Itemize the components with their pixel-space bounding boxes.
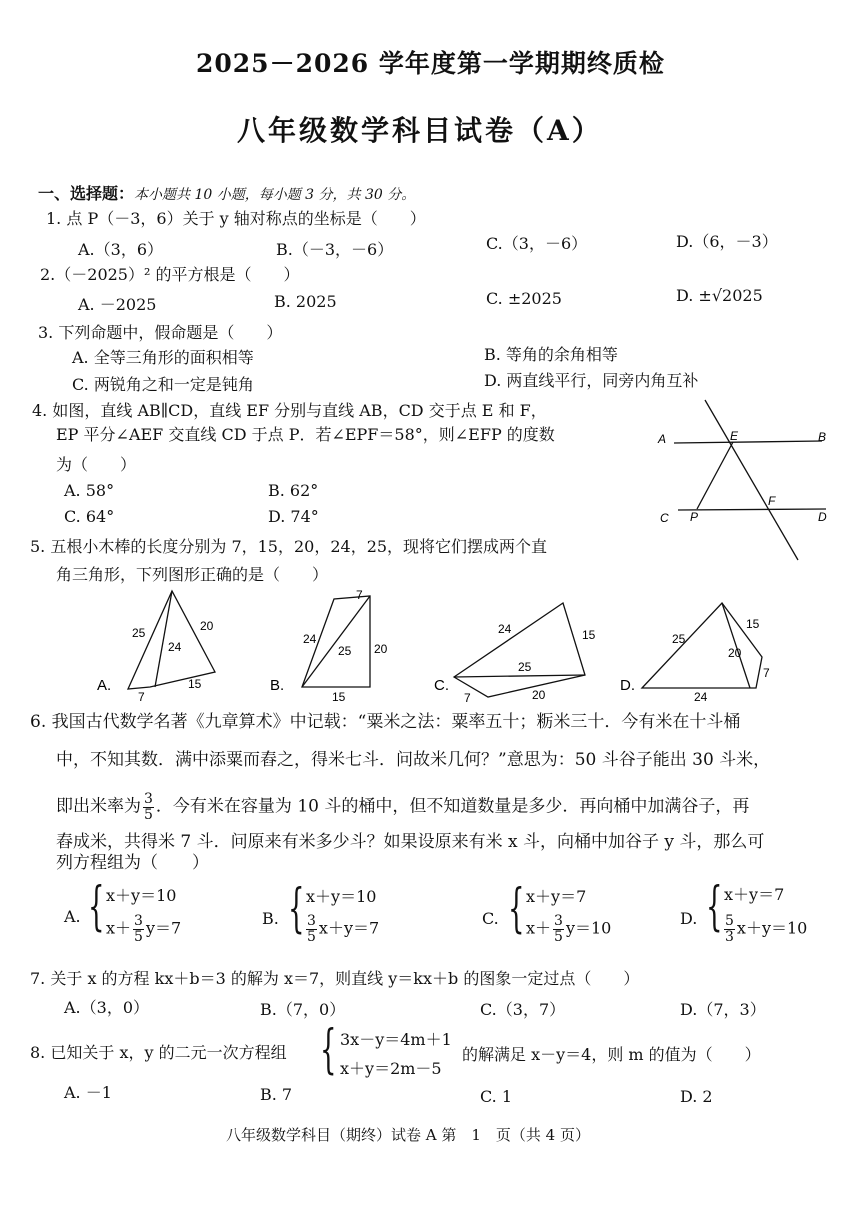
fig-d-label-24: 24 (694, 690, 708, 704)
q6-a-eq2-post: y＝7 (145, 918, 182, 938)
q8-stem-b: 的解满足 x－y＝4，则 m 的值为（ ） (462, 1045, 761, 1064)
q6-line3-text-a: 即出米率为 (56, 796, 141, 817)
q4-option-d: D. 74° (268, 507, 319, 526)
q6-b-num: 3 (307, 913, 316, 929)
point-label-b: B (818, 430, 827, 444)
q6-option-c-eq2 (526, 914, 611, 944)
q6-fraction-den: 5 (144, 806, 153, 823)
q1-option-a: A.（3，6） (78, 240, 164, 259)
fig-a-label-15: 15 (188, 677, 202, 691)
page-footer: 八年级数学科目（期终）试卷 A 第 1 页（共 4 页） (226, 1126, 590, 1144)
point-label-p: P (690, 510, 699, 524)
fig-c-label-15: 15 (582, 628, 596, 642)
fig-d-label-7: 7 (763, 666, 770, 680)
q3-option-d: D. 两直线平行，同旁内角互补 (484, 371, 699, 390)
section-label: 一、选择题： (38, 184, 135, 203)
q2-option-c: C. ±2025 (486, 289, 562, 308)
section-description: 本小题共 10 小题，每小题 3 分，共 30 分。 (134, 187, 416, 203)
q6-option-b-brace: { (288, 879, 305, 939)
q6-c-den: 5 (554, 928, 563, 945)
q4-parallel-lines-figure (650, 395, 840, 565)
q1-option-d: D.（6，－3） (676, 232, 778, 251)
q5-figure-a (97, 591, 215, 704)
q6-option-a-eq2 (106, 914, 181, 944)
fig-b-label-24: 24 (303, 632, 317, 646)
q4-line3: 为（ ） (56, 455, 137, 474)
q6-option-b-label: B. (262, 909, 279, 928)
point-label-f: F (768, 494, 776, 508)
q6-d-fraction (724, 914, 735, 944)
line-ab (674, 441, 822, 443)
line-ef (705, 400, 798, 560)
q6-option-c-brace: { (508, 879, 525, 939)
fig-b-label-20: 20 (374, 642, 388, 656)
line-cd (678, 509, 826, 510)
point-label-a: A (658, 432, 667, 446)
q6-c-eq2-pre: x＋ (526, 918, 552, 938)
fig-c-label-7: 7 (464, 691, 471, 705)
exam-subtitle: 八年级数学科目试卷（A） (237, 114, 603, 147)
q6-b-fraction (306, 914, 317, 944)
q8-option-d: D. 2 (680, 1087, 713, 1106)
q6-c-fraction (553, 914, 564, 944)
q7-option-b: B.（7，0） (260, 1000, 346, 1019)
q6-b-eq2-post: x＋y＝7 (318, 918, 380, 938)
q3-stem: 3. 下列命题中，假命题是（ ） (38, 323, 283, 342)
q6-a-fraction (133, 914, 144, 944)
q6-option-d-brace: { (706, 877, 723, 937)
q6-option-a-brace: { (88, 877, 105, 937)
q6-d-num: 5 (725, 913, 734, 929)
q7-option-d: D.（7，3） (680, 1000, 766, 1019)
q6-line5: 列方程组为（ ） (56, 853, 209, 873)
q6-fraction-num: 3 (144, 791, 153, 807)
q2-option-a: A. －2025 (78, 295, 157, 314)
point-label-c: C (660, 511, 669, 525)
q6-option-c-label: C. (482, 909, 499, 928)
q6-line3-text-b: ．今有米在容量为 10 斗的桶中，但不知道数量是多少．再向桶中加满谷子，再 (155, 796, 750, 817)
q6-c-eq2-post: y＝10 (565, 918, 612, 938)
fig-d-label-25: 25 (672, 632, 686, 646)
q6-option-a-label: A. (64, 907, 81, 926)
q6-a-eq2-pre: x＋ (106, 918, 132, 938)
q5-figure-d (620, 603, 770, 704)
fig-a-label-24: 24 (168, 640, 182, 654)
q4-line1: 4. 如图，直线 AB∥CD，直线 EF 分别与直线 AB，CD 交于点 E 和 F， (32, 401, 547, 420)
point-label-d: D (818, 510, 827, 524)
fig-a-label-20: 20 (200, 619, 214, 633)
q7-stem: 7. 关于 x 的方程 kx＋b＝3 的解为 x＝7，则直线 y＝kx＋b 的图象一定过点（ ） (30, 969, 640, 988)
q5-figure-c (434, 603, 596, 705)
q2-stem: 2.（－2025）² 的平方根是（ ） (40, 265, 300, 284)
q6-option-c-eq1: x＋y＝7 (526, 887, 587, 906)
q8-stem-a: 8. 已知关于 x，y 的二元一次方程组 (30, 1043, 287, 1062)
q1-option-c: C.（3，－6） (486, 234, 588, 253)
q8-eq1: 3x－y＝4m＋1 (340, 1030, 452, 1049)
segment-ep (697, 442, 733, 509)
q5-figure-b (270, 588, 388, 704)
fig-c-label-20: 20 (532, 688, 546, 702)
q6-a-num: 3 (134, 913, 143, 929)
q8-option-b: B. 7 (260, 1085, 293, 1104)
q7-option-c: C.（3，7） (480, 1000, 566, 1019)
q6-b-den: 5 (307, 928, 316, 945)
q6-a-den: 5 (134, 928, 143, 945)
fig-a-label-25: 25 (132, 626, 146, 640)
q8-option-a: A. －1 (64, 1083, 112, 1102)
fig-d-option-label: D. (620, 677, 635, 694)
q5-figures (90, 585, 850, 705)
q6-line3 (56, 792, 749, 822)
section-heading (38, 181, 415, 204)
fig-b-option-label: B. (270, 677, 285, 694)
point-label-e: E (730, 429, 739, 443)
q3-option-a: A. 全等三角形的面积相等 (72, 348, 254, 367)
q4-option-a: A. 58° (64, 481, 115, 500)
q6-line1: 6. 我国古代数学名著《九章算术》中记载：“粟米之法：粟率五十；粝米三十．今有米在十斗桶 (30, 712, 741, 732)
q2-option-b: B. 2025 (274, 292, 337, 311)
exam-title: 2025－2026 学年度第一学期期终质检 (196, 49, 665, 78)
q6-line4: 舂成米，共得米 7 斗．问原来有米多少斗？如果设原来有米 x 斗，向桶中加谷子 y 斗，那么可 (56, 832, 765, 852)
q4-option-b: B. 62° (268, 481, 319, 500)
q5-line1: 5. 五根小木棒的长度分别为 7，15，20，24，25，现将它们摆成两个直 (30, 537, 548, 556)
q7-option-a: A.（3，0） (64, 998, 150, 1017)
fig-c-option-label: C. (434, 677, 449, 694)
q4-option-c: C. 64° (64, 507, 115, 526)
fig-d-label-15: 15 (746, 617, 760, 631)
fig-d-label-20: 20 (728, 646, 742, 660)
fig-c-label-25: 25 (518, 660, 532, 674)
q8-option-c: C. 1 (480, 1087, 513, 1106)
q6-line2: 中，不知其数．满中添粟而舂之，得米七斗．问故米几何？”意思为：50 斗谷子能出 30 斗米， (56, 750, 771, 770)
q6-option-b-eq2 (304, 914, 379, 944)
q4-line2: EP 平分∠AEF 交直线 CD 于点 P．若∠EPF＝58°，则∠EFP 的度数 (56, 425, 555, 444)
q3-option-b: B. 等角的余角相等 (484, 345, 618, 364)
q2-option-d: D. ±√2025 (676, 286, 763, 305)
q6-d-den: 3 (725, 928, 734, 945)
q1-option-b: B.（－3，－6） (276, 240, 394, 259)
q8-eq2: x＋y＝2m－5 (340, 1059, 442, 1078)
fig-a-label-7: 7 (138, 690, 145, 704)
fig-b-label-15: 15 (332, 690, 346, 704)
q8-brace: { (320, 1020, 337, 1080)
fig-b-label-7: 7 (356, 588, 363, 602)
q6-d-eq2-post: x＋y＝10 (736, 918, 808, 938)
q1-stem: 1. 点 P（－3，6）关于 y 轴对称点的坐标是（ ） (46, 209, 426, 228)
q5-line2: 角三角形，下列图形正确的是（ ） (56, 565, 329, 584)
q6-option-d-label: D. (680, 909, 698, 928)
q6-option-d-eq2 (722, 914, 807, 944)
q3-option-c: C. 两锐角之和一定是钝角 (72, 375, 254, 394)
fig-a-option-label: A. (97, 677, 112, 694)
fig-b-label-25: 25 (338, 644, 352, 658)
q6-option-d-eq1: x＋y＝7 (724, 885, 785, 904)
q6-option-b-eq1: x＋y＝10 (306, 887, 377, 906)
q6-fraction (143, 792, 154, 822)
q6-option-a-eq1: x＋y＝10 (106, 886, 177, 905)
q6-c-num: 3 (554, 913, 563, 929)
fig-c-label-24: 24 (498, 622, 512, 636)
